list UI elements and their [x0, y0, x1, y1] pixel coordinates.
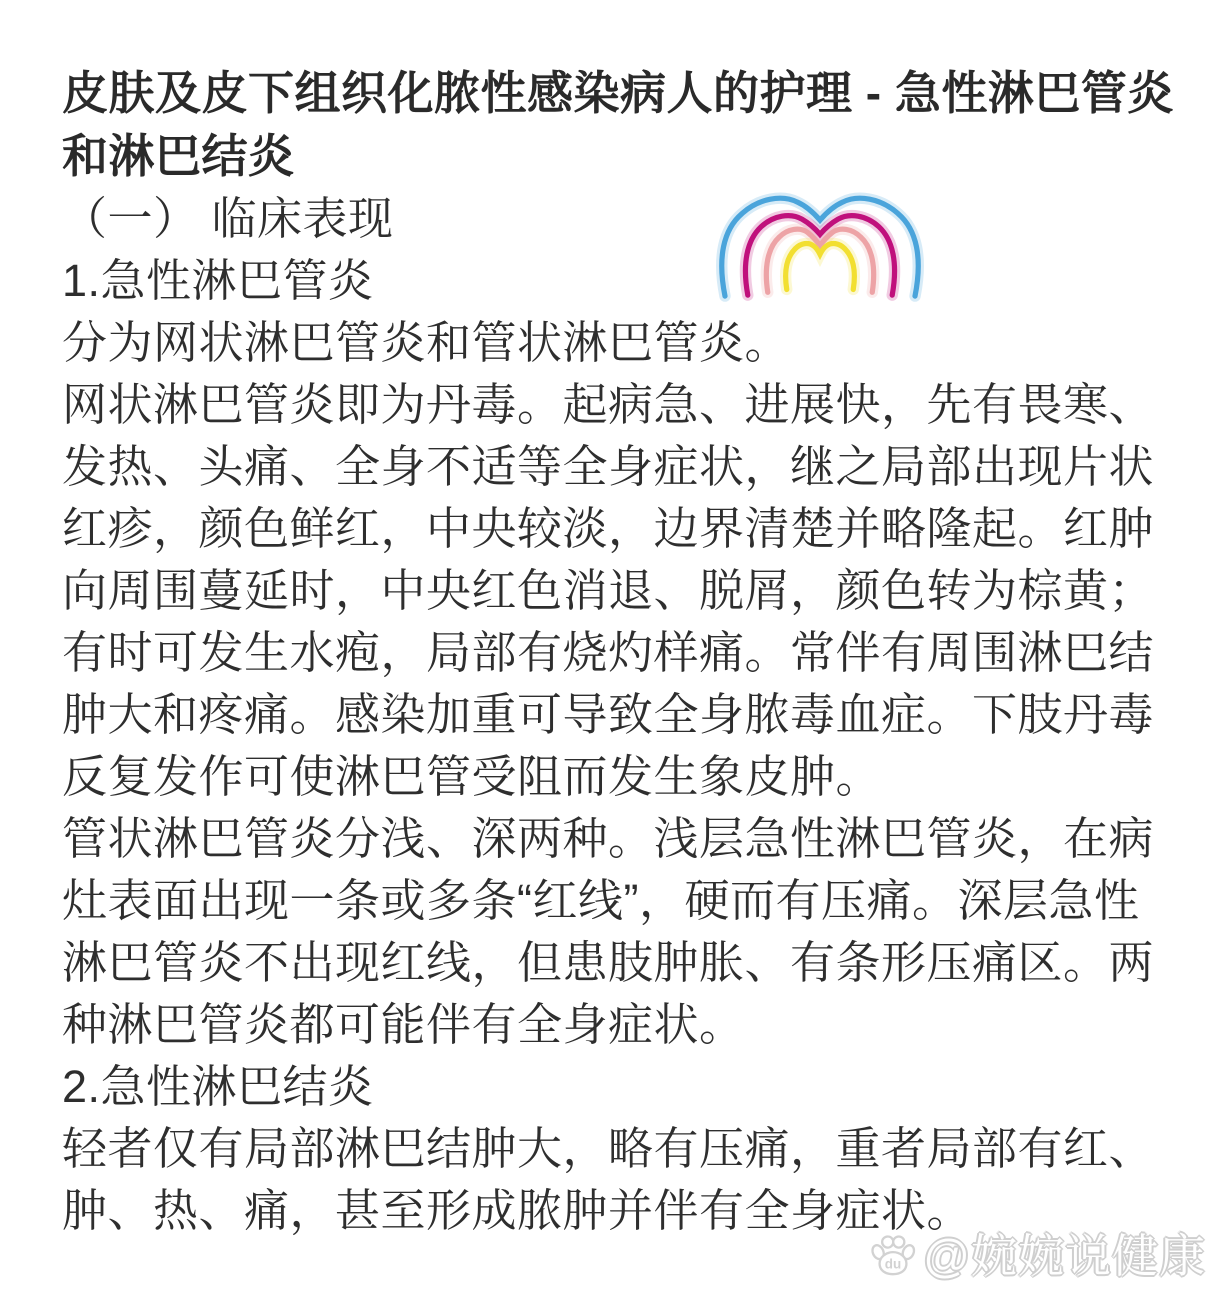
paw-du-label: du — [885, 1256, 902, 1272]
text-line: 轻者仅有局部淋巴结肿大，略有压痛，重者局部有红、 — [62, 1123, 1155, 1174]
text-line: 肿大和疼痛。感染加重可导致全身脓毒血症。下肢丹毒 — [62, 689, 1155, 740]
title-line: 和淋巴结炎 — [62, 130, 295, 182]
text-line: 种淋巴管炎都可能伴有全身症状。 — [62, 999, 745, 1050]
text-line: 网状淋巴管炎即为丹毒。起病急、进展快，先有畏寒、 — [62, 379, 1155, 430]
page-title — [62, 62, 1174, 188]
rainbow-decoration-icon — [706, 184, 934, 317]
text-line: 向周围蔓延时，中央红色消退、脱屑，颜色转为棕黄； — [62, 565, 1155, 616]
text-line: 肿、热、痛，甚至形成脓肿并伴有全身症状。 — [62, 1185, 973, 1236]
watermark — [869, 1220, 1206, 1286]
watermark-text: @婉婉说健康 — [923, 1230, 1206, 1282]
title-line: 皮肤及皮下组织化脓性感染病人的护理 - 急性淋巴管炎 — [62, 67, 1174, 119]
text-line: 淋巴管炎不出现红线，但患肢肿胀、有条形压痛区。两 — [62, 937, 1155, 988]
text-line: 管状淋巴管炎分浅、深两种。浅层急性淋巴管炎，在病 — [62, 813, 1155, 864]
text-line: 红疹，颜色鲜红，中央较淡，边界清楚并略隆起。红肿 — [62, 503, 1155, 554]
text-line: 发热、头痛、全身不适等全身症状，继之局部出现片状 — [62, 441, 1155, 492]
text-line: 反复发作可使淋巴管受阻而发生象皮肿。 — [62, 751, 882, 802]
article-body — [62, 188, 1162, 1242]
text-line: 分为网状淋巴管炎和管状淋巴管炎。 — [62, 317, 791, 368]
text-line: 有时可发生水疱，局部有烧灼样痛。常伴有周围淋巴结 — [62, 627, 1155, 678]
subsection-heading: 1.急性淋巴管炎 — [62, 255, 374, 306]
article-content — [62, 62, 1174, 1242]
section-heading: （一） 临床表现 — [62, 193, 394, 244]
text-line: 灶表面出现一条或多条“红线”，硬而有压痛。深层急性 — [62, 875, 1140, 926]
subsection-heading: 2.急性淋巴结炎 — [62, 1061, 374, 1112]
baidu-paw-icon — [869, 1231, 917, 1279]
